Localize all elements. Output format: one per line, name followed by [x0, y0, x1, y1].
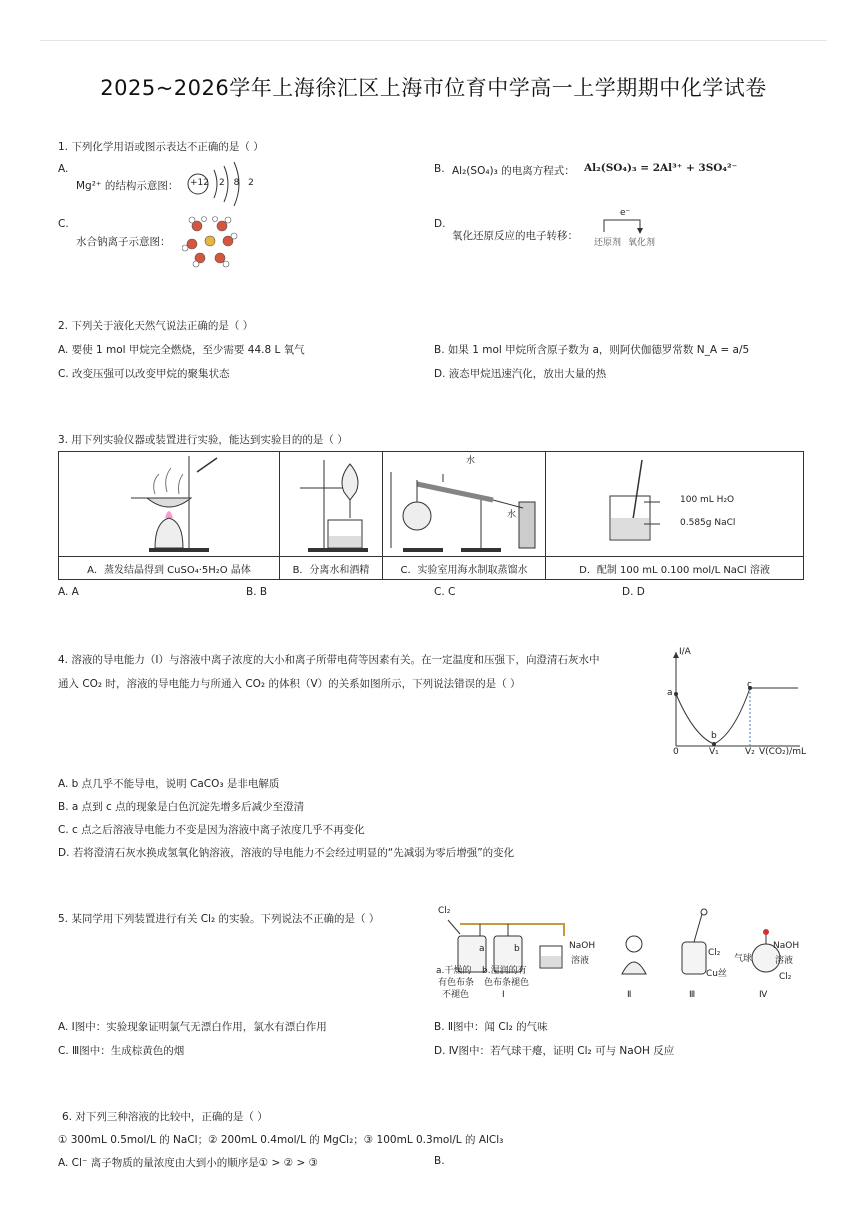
fig5-cl2-inlet: Cl₂ [438, 906, 451, 916]
q6-stem: 6. 对下列三种溶液的比较中，正确的是（ ） [62, 1111, 268, 1123]
fig5-b-line2: 色布条褪色 [484, 978, 530, 988]
graph-point-b: b [711, 731, 717, 741]
q5-option-c: C. Ⅲ图中：生成棕黄色的烟 [58, 1045, 185, 1057]
hydrated-sodium-ion-diagram [182, 214, 238, 268]
q2-option-c: C. 改变压强可以改变甲烷的聚集状态 [58, 368, 230, 380]
fig5-naoh: NaOH [569, 941, 596, 951]
separatory-funnel-icon [280, 452, 380, 556]
fig5-balloon: 气球 [734, 954, 753, 964]
q6-solutions-line: ① 300mL 0.5mol/L 的 NaCl；② 200mL 0.4mol/L 的 MgCl₂；③ 100mL 0.3mol/L 的 AlCl₃ [58, 1134, 504, 1146]
fig5-b-line1: b.湿润的有 [482, 966, 527, 976]
q5-option-d: D. Ⅳ图中：若气球干瘪，证明 Cl₂ 可与 NaOH 反应 [434, 1045, 675, 1057]
q2-option-b: B. 如果 1 mol 甲烷所含原子数为 a，则阿伏伽德罗常数 N_A = a/5 [434, 344, 750, 356]
fig5-cl2-bottle: Cl₂ [708, 948, 721, 958]
q1-option-b-equation: Al₂(SO₄)₃ = 2Al³⁺ + 3SO₄²⁻ [584, 162, 738, 174]
graph-v2: V₂ [745, 747, 755, 757]
q1-option-c-letter: C. [58, 218, 69, 230]
q1-option-d-letter: D. [434, 218, 446, 230]
q3-stem: 3. 用下列实验仪器或装置进行实验，能达到实验目的的是（ ） [58, 434, 348, 446]
reductant-label: 还原剂 [594, 238, 622, 248]
mg-nucleus-label: +12 [190, 178, 209, 188]
q1-option-c-text: 水合钠离子示意图： [76, 236, 171, 248]
q2-stem: 2. 下列关于液化天然气说法正确的是（ ） [58, 320, 254, 332]
graph-v1: V₁ [709, 747, 719, 757]
graph-point-a: a [667, 688, 673, 698]
apparatus-b-cell [280, 452, 383, 557]
q4-stem-line1: 4. 溶液的导电能力（I）与溶液中离子浓度的大小和离子所带电荷等因素有关。在一定温度和压强下，向澄清石灰水中 [58, 654, 600, 666]
graph-point-c: c [747, 680, 752, 690]
fig5-solution: 溶液 [571, 956, 590, 966]
d-water-label: 100 mL H₂O [680, 495, 735, 505]
fig5-a-line1: a.干燥的 [436, 966, 472, 976]
fig5-roman-3: Ⅲ [689, 990, 696, 1000]
apparatus-a-cell [59, 452, 280, 557]
fig5-roman-1: Ⅰ [502, 990, 505, 1000]
q4-option-c: C. c 点之后溶液导电能力不变是因为溶液中离子浓度几乎不再变化 [58, 824, 365, 836]
q3-option-b: B. B [246, 586, 268, 598]
q3-apparatus-table [58, 451, 804, 580]
q4-option-b: B. a 点到 c 点的现象是白色沉淀先增多后减少至澄清 [58, 801, 305, 813]
q5-option-a: A. Ⅰ图中：实验现象证明氯气无漂白作用，氯水有漂白作用 [58, 1021, 327, 1033]
q4-option-d: D. 若将澄清石灰水换成氢氧化钠溶液，溶液的导电能力不会经过明显的“先减弱为零后增强”的变化 [58, 847, 515, 859]
caption-a: A．蒸发结晶得到 CuSO₄·5H₂O 晶体 [59, 557, 280, 580]
fig5-naoh-2: NaOH [773, 941, 800, 951]
fig5-a-line2: 有色布条 [438, 978, 475, 988]
fig5-roman-4: Ⅳ [759, 990, 768, 1000]
q6-option-a: A. Cl⁻ 离子物质的量浓度由大到小的顺序是① > ② > ③ [58, 1157, 318, 1169]
d-nacl-label: 0.585g NaCl [680, 518, 736, 528]
graph-origin: 0 [673, 747, 679, 757]
mg-shell-electrons: 2 8 2 [219, 178, 257, 188]
fig5-bottle-a: a [479, 944, 485, 954]
q3-option-a: A. A [58, 586, 79, 598]
apparatus-d-cell [546, 452, 804, 557]
q6-option-b: B. [434, 1155, 445, 1167]
q1-option-a-letter: A. [58, 163, 69, 175]
q4-stem-line2: 通入 CO₂ 时，溶液的导电能力与所通入 CO₂ 的体积（V）的关系如图所示，下列说法错误的是（ ） [58, 678, 521, 690]
fig5-a-line3: 不褪色 [442, 990, 470, 1000]
q3-option-c: C. C [434, 586, 456, 598]
q1-option-b-text: Al₂(SO₄)₃ 的电离方程式： [452, 165, 575, 177]
apparatus-c-cell [383, 452, 546, 557]
q2-option-d: D. 液态甲烷迅速汽化，放出大量的热 [434, 368, 607, 380]
q2-option-a: A. 要使 1 mol 甲烷完全燃烧，至少需要 44.8 L 氧气 [58, 344, 305, 356]
fig5-solution-2: 溶液 [775, 956, 794, 966]
electron-label: e⁻ [620, 208, 631, 218]
top-divider [40, 40, 827, 41]
distillation-apparatus-icon [383, 452, 543, 556]
fig5-cl2-flask: Cl₂ [779, 972, 792, 982]
q5-option-b: B. Ⅱ图中：闻 Cl₂ 的气味 [434, 1021, 548, 1033]
graph-ylabel: I/A [679, 647, 691, 657]
fig5-cu-wire: Cu丝 [706, 969, 727, 979]
condenser-water-top: 水 [466, 456, 476, 466]
q1-stem: 1. 下列化学用语或图示表达不正确的是（ ） [58, 141, 264, 153]
q4-option-a: A. b 点几乎不能导电，说明 CaCO₃ 是非电解质 [58, 778, 280, 790]
q5-stem: 5. 某同学用下列装置进行有关 Cl₂ 的实验。下列说法不正确的是（ ） [58, 913, 380, 925]
conductivity-graph [664, 646, 804, 758]
graph-xlabel: V(CO₂)/mL [759, 747, 806, 757]
evaporation-apparatus-icon [59, 452, 277, 556]
page-title: 2025~2026学年上海徐汇区上海市位育中学高一上学期期中化学试卷 [100, 76, 767, 100]
q1-option-a-text: Mg²⁺ 的结构示意图： [76, 180, 179, 192]
condenser-water-side: 水 [507, 510, 517, 520]
oxidant-label: 氧化剂 [628, 238, 656, 248]
caption-b: B．分离水和酒精 [280, 557, 383, 580]
fig5-roman-2: Ⅱ [627, 990, 632, 1000]
q3-option-d: D. D [622, 586, 645, 598]
q1-option-b-letter: B. [434, 163, 445, 175]
caption-c: C．实验室用海水制取蒸馏水 [383, 557, 546, 580]
fig5-bottle-b: b [514, 944, 520, 954]
caption-d: D．配制 100 mL 0.100 mol/L NaCl 溶液 [546, 557, 804, 580]
q1-option-d-text: 氧化还原反应的电子转移： [452, 230, 578, 242]
